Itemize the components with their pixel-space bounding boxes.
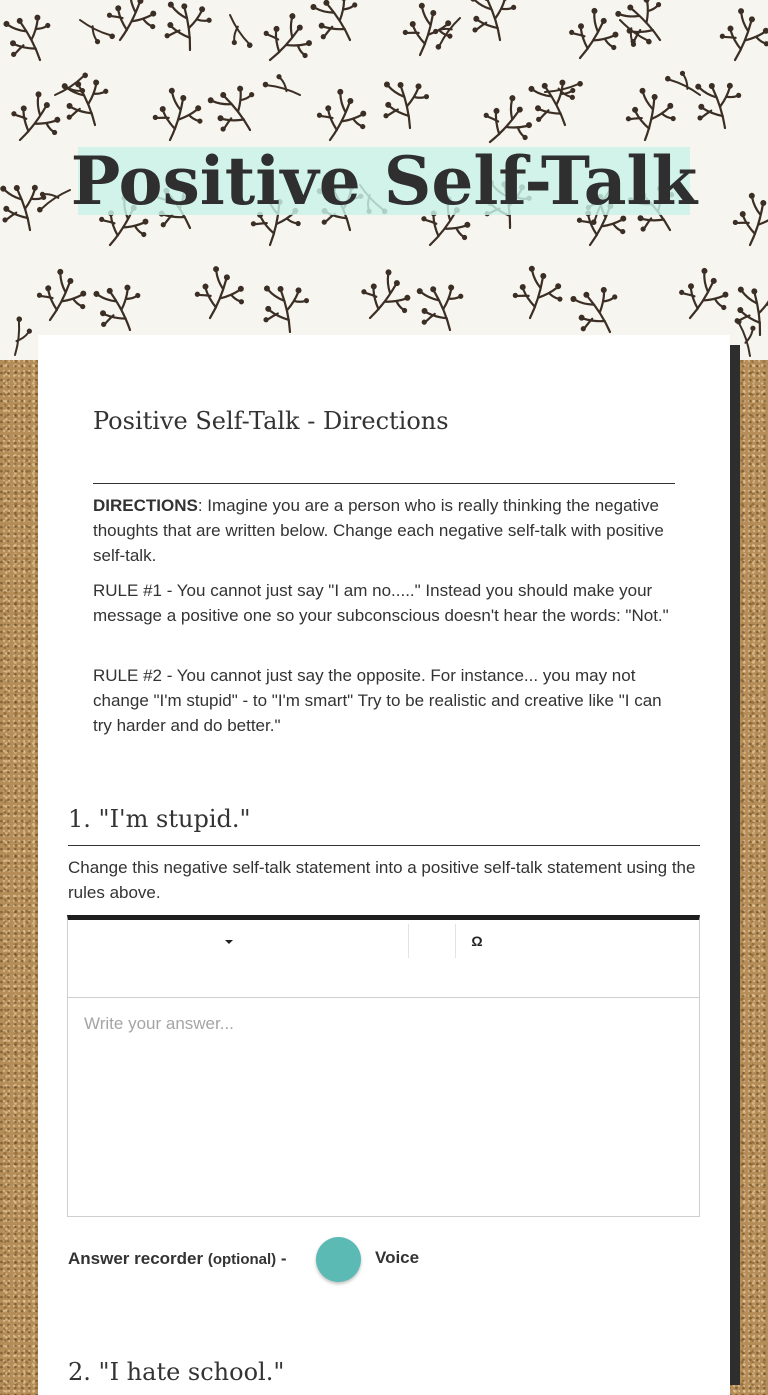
question-1-divider [68, 845, 700, 846]
recorder-optional-text: (optional) [207, 1251, 277, 1268]
directions-divider [93, 483, 675, 484]
toolbar-separator [455, 924, 456, 958]
directions-text: : Imagine you are a person who is really thinking the negative thoughts that are written below. Change each negative self-talk with positive self-talk. [93, 496, 664, 565]
toolbar-button[interactable] [409, 924, 455, 958]
rule-2-text: RULE #2 - You cannot just say the opposite. For instance... you may not change "I'm stupid" - to "I'm smart" Try to be realistic and creative like "I can try harder and do better." [93, 666, 662, 735]
answer-input[interactable] [68, 998, 699, 1217]
question-1-description: Change this negative self-talk statement into a positive self-talk statement using the rules above. [68, 858, 696, 902]
question-2-title: 2. "I hate school." [68, 1358, 285, 1386]
special-character-icon[interactable]: Ω [471, 933, 483, 949]
question-1-title: 1. "I'm stupid." [68, 805, 251, 833]
voice-record-button[interactable] [316, 1237, 361, 1282]
recorder-label-text: Answer recorder [68, 1249, 204, 1268]
directions-paragraph [93, 493, 678, 568]
directions-heading: Positive Self-Talk - Directions [93, 407, 449, 435]
recorder-dash: - [280, 1249, 287, 1268]
directions-label: DIRECTIONS [93, 496, 198, 515]
text-style-dropdown[interactable] [68, 924, 408, 958]
voice-label: Voice [375, 1248, 420, 1267]
card-edge-shadow [730, 345, 740, 1385]
page-title: Positive Self-Talk [70, 142, 698, 220]
chevron-down-icon [225, 940, 233, 944]
header-banner [0, 0, 768, 360]
rule-1-text: RULE #1 - You cannot just say "I am no....." Instead you should make your message a positive one so your subconscious doesn't hear the words: "Not." [93, 581, 669, 625]
rich-text-editor [67, 915, 700, 1217]
editor-toolbar [68, 920, 699, 998]
answer-recorder-label [68, 1246, 287, 1272]
